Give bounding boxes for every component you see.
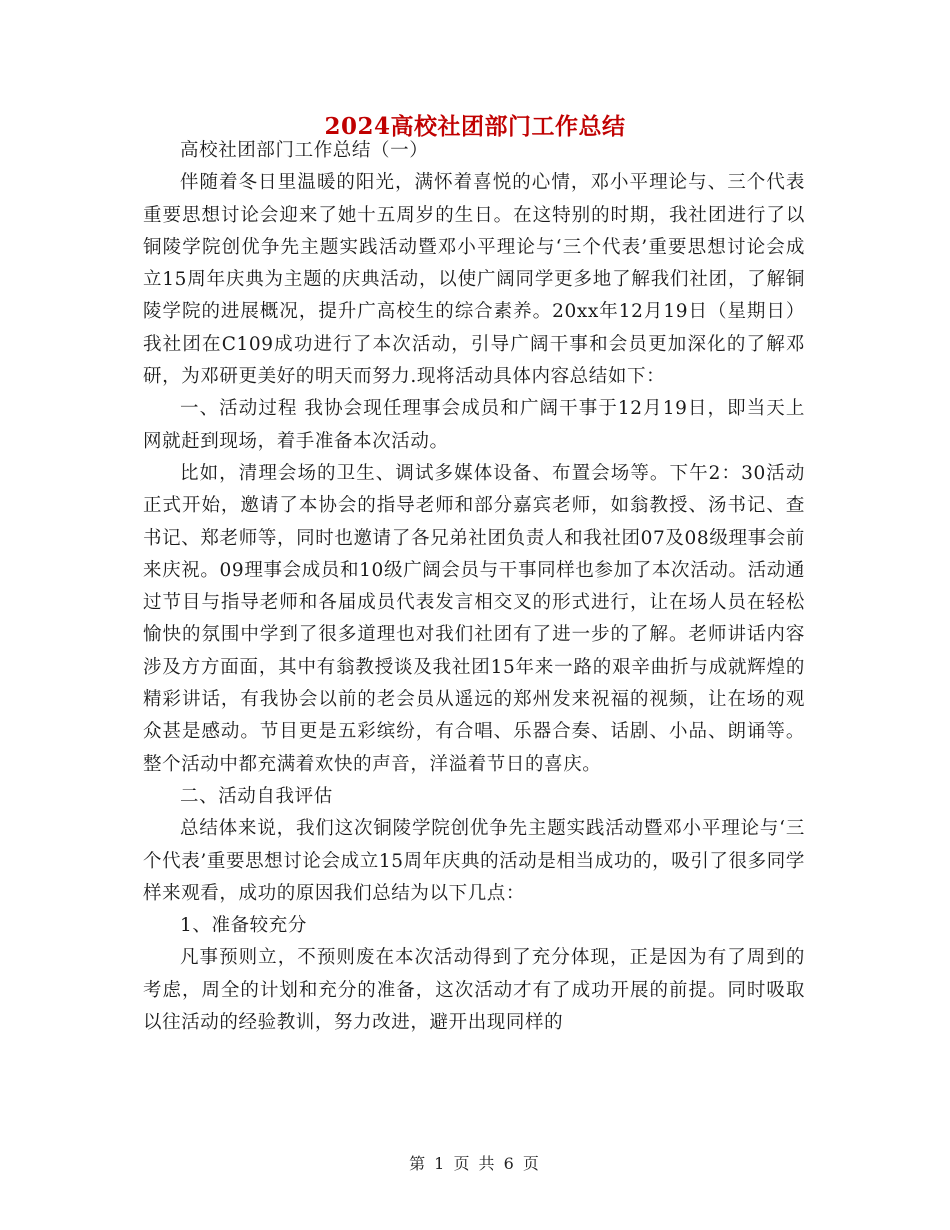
body-paragraph: 总结体来说，我们这次铜陵学院创优争先主题实践活动暨邓小平理论与‘三个代表’重要思想讨论会成立15周年庆典的活动是相当成功的，吸引了很多同学样来观看，成功的原因我们总结为以下几点： [143,818,805,904]
section-heading: 二、活动自我评估 [180,785,333,807]
document-body [143,135,805,1039]
page-footer [0,1153,950,1175]
subsection-heading: 1、准备较充分 [180,915,307,937]
document-title: 2024高校社团部门工作总结 [324,113,626,140]
body-paragraph: 凡事预则立，不预则废在本次活动得到了充分体现，正是因为有了周到的考虑，周全的计划和充分的准备，这次活动才有了成功开展的前提。同时吸取以往活动的经验教训，努力改进，避开出现同样的 [143,947,805,1034]
body-paragraph: 比如，清理会场的卫生、调试多媒体设备、布置会场等。下午2：30活动正式开始，邀请了本协会的指导老师和部分嘉宾老师，如翁教授、汤书记、查书记、郑老师等，同时也邀请了各兄弟社团负责人和我社团07及08级理事会前来庆祝。09理事会成员和10级广阔会员与干事同样也参加了本次活动。活动通过节目与指导老师和各届成员代表发言相交叉的形式进行，让在场人员在轻松愉快的氛围中学到了很多道理也对我们社团有了进一步的了解。老师讲话内容涉及方方面面，其中有翁教授谈及我社团15年来一路的艰辛曲折与成就辉煌的精彩讲话，有我协会以前的老会员从遥远的郑州发来祝福的视频，让在场的观众甚是感动。节目更是五彩缤纷，有合唱、乐器合奏、话剧、小品、朗诵等。整个活动中都充满着欢快的声音，洋溢着节日的喜庆。 [143,462,805,775]
body-paragraph: 伴随着冬日里温暖的阳光，满怀着喜悦的心情，邓小平理论与、三个代表重要思想讨论会迎来了她十五周岁的生日。在这特别的时期，我社团进行了以铜陵学院创优争先主题实践活动暨邓小平理论与‘三个代表’重要思想讨论会成立15周年庆典为主题的庆典活动，以使广阔同学更多地了解我们社团，了解铜陵学院的进展概况，提升广高校生的综合素养。20xx年12月19日（星期日）我社团在C109成功进行了本次活动，引导广阔干事和会员更加深化的了解邓研，为邓研更美好的明天而努力.现将活动具体内容总结如下： [143,172,805,388]
page-number-label: 第 1 页 共 6 页 [409,1154,541,1173]
body-paragraph: 一、活动过程 我协会现任理事会成员和广阔干事于12月19日，即当天上网就赶到现场，着手准备本次活动。 [143,398,805,452]
section-subtitle: 高校社团部门工作总结（一） [180,140,429,161]
